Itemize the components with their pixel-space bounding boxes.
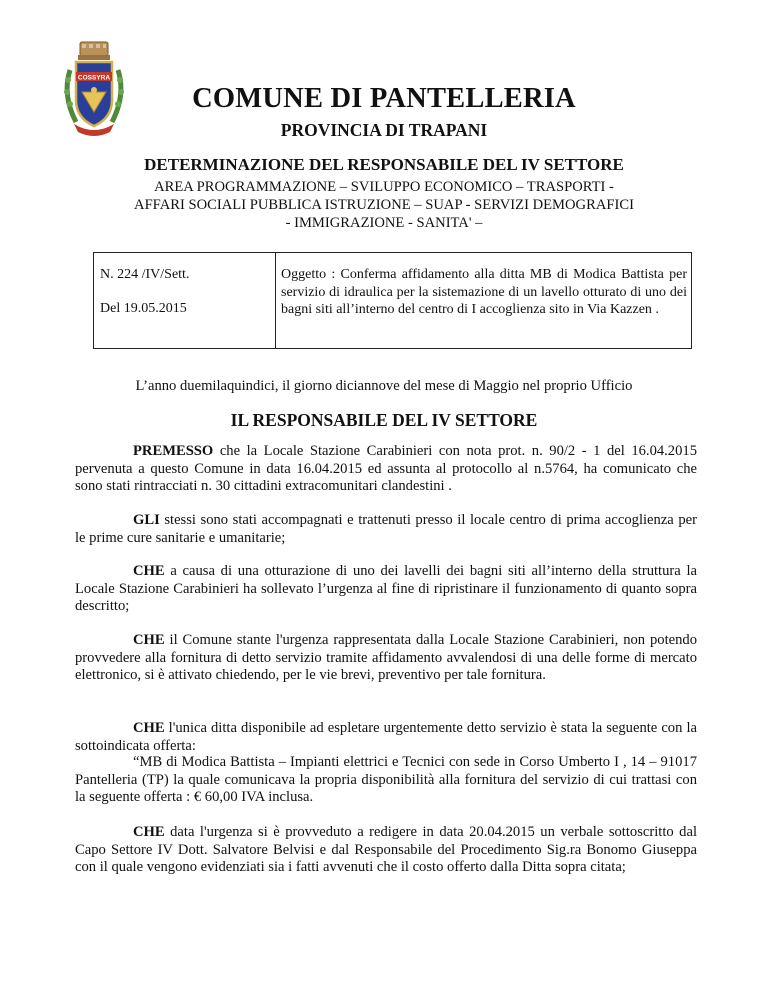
- document-reference-box: [93, 252, 692, 349]
- comune-title: COMUNE DI PANTELLERIA: [192, 83, 576, 114]
- paragraph-che-2: CHE il Comune stante l'urgenza rappresentata dalla Locale Stazione Carabinieri, non potendo provvedere alla fornitura di detto servizio tramite affidamento avvalendosi di una delle forme di mercato elettronico, si è attivato chiedendo, per le vie brevi, preventivo per tale fornitura.: [75, 632, 697, 683]
- document-number: N. 224 /IV/Sett.: [100, 267, 190, 282]
- provincia-subtitle: PROVINCIA DI TRAPANI: [280, 120, 488, 140]
- paragraph-che-4: CHE data l'urgenza si è provveduto a redigere in data 20.04.2015 un verbale sottoscritto dal Capo Settore IV Dott. Salvatore Belvisi e dal Responsabile del Procedimento Sig.ra Bonomo Giuseppa con il quale vengono evidenziati sia i fatti avvenuti che il costo offerto dalla Ditta sopra citata;: [75, 824, 697, 875]
- crest-label: COSSYRA: [77, 74, 111, 82]
- document-date: Del 19.05.2015: [100, 301, 187, 316]
- paragraph-che-3: CHE l'unica ditta disponibile ad espletare urgentemente detto servizio è stata la seguente con la sottoindicata offerta:: [75, 720, 697, 754]
- paragraph-premesso: PREMESSO che la Locale Stazione Carabinieri con nota prot. n. 90/2 - 1 del 16.04.2015 pervenuta a questo Comune in data 16.04.2015 ed assunta al protocollo al n.5764, ha comunicato che sono stati rintracciati n. 30 cittadini extracomunitari clandestini .: [75, 443, 697, 494]
- paragraph-che-1: CHE a causa di una otturazione di uno dei lavelli dei bagni siti all’interno della struttura la Locale Stazione Carabinieri ha sollevato l’urgenza al fine di ripristinare il funzionamento di quanto sopra descritto;: [75, 563, 697, 614]
- reference-column: [94, 253, 276, 348]
- paragraph-gli: GLI stessi sono stati accompagnati e trattenuti presso il locale centro di prima accoglienza per le prime cure sanitarie e umanitarie;: [75, 512, 697, 546]
- area-description: AREA PROGRAMMAZIONE – SVILUPPO ECONOMICO – TRASPORTI - AFFARI SOCIALI PUBBLICA ISTRUZIONE – SUAP - SERVIZI DEMOGRAFICI - IMMIGRAZIONE - SANITA' –: [134, 179, 634, 231]
- paragraph-offerta: “MB di Modica Battista – Impianti elettrici e Tecnici con sede in Corso Umberto I , 14 – 91017 Pantelleria (TP) la quale comunicava la propria disponibilità alla fornitura del servizio di cui trattasi con la seguente offerta : € 60,00 IVA inclusa.: [75, 754, 697, 805]
- intro-line: L’anno duemilaquindici, il giorno diciannove del mese di Maggio nel proprio Ufficio: [135, 378, 633, 394]
- section-heading: IL RESPONSABILE DEL IV SETTORE: [230, 410, 538, 430]
- document-subject: Oggetto : Conferma affidamento alla ditta MB di Modica Battista per servizio di idraulica per la sistemazione di un lavello otturato di uno dei bagni siti all’interno del centro di I accoglienza sito in Via Kazzen .: [281, 267, 687, 317]
- determinazione-heading: DETERMINAZIONE DEL RESPONSABILE DEL IV SETTORE: [144, 155, 624, 174]
